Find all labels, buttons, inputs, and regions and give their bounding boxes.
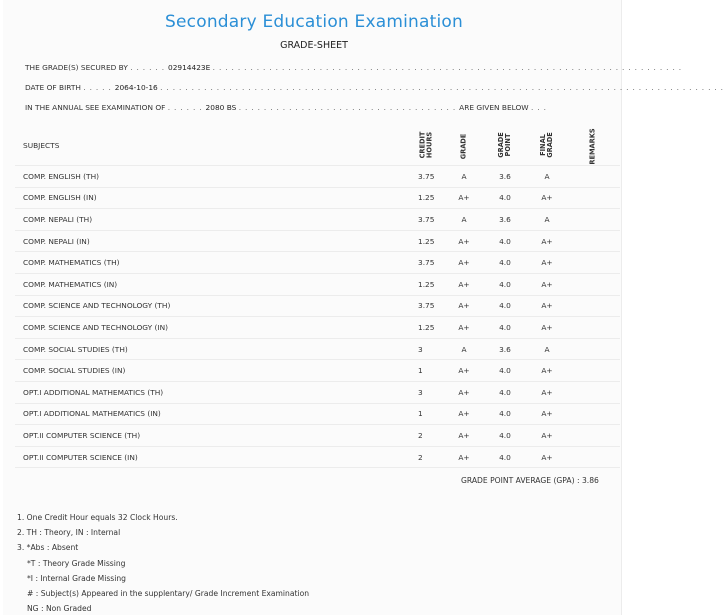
subject-cell: OPT.I ADDITIONAL MATHEMATICS (TH) xyxy=(15,381,407,403)
grade-cell: A+ xyxy=(445,425,483,447)
grade-point-cell: 4.0 xyxy=(483,403,527,425)
grades-table xyxy=(15,125,620,468)
col-header-grade-point: GRADE POINT xyxy=(483,125,527,166)
subject-cell: OPT.II COMPUTER SCIENCE (IN) xyxy=(15,446,407,468)
final-grade-cell: A+ xyxy=(527,187,567,209)
footnote: 2. TH : Theory, IN : Internal xyxy=(17,528,121,538)
remarks-cell xyxy=(567,360,620,382)
grade-sheet-heading: GRADE-SHEET xyxy=(280,40,348,51)
grade-cell: A+ xyxy=(445,403,483,425)
table-row xyxy=(15,446,620,468)
exam-suffix: ARE GIVEN BELOW xyxy=(459,103,529,112)
final-grade-cell: A xyxy=(527,338,567,360)
table-row xyxy=(15,230,620,252)
final-grade-cell: A+ xyxy=(527,273,567,295)
remarks-cell xyxy=(567,295,620,317)
credit-hours-cell: 1.25 xyxy=(407,273,445,295)
grade-point-cell: 4.0 xyxy=(483,252,527,274)
footnote: 3. *Abs : Absent xyxy=(17,543,79,553)
grade-point-cell: 3.6 xyxy=(483,338,527,360)
grade-point-cell: 4.0 xyxy=(483,317,527,339)
dob-line: DATE OF BIRTH . . . . . 2064-10-16 . . . . . . . . . . . . . . . . . . . . . . . . . . . . . . . . . . . . . . . . . . . . . . . . . . . . . . . . . . . . . . . . . . . . . . . . . . . . . . . . . . . . . . . . . . xyxy=(25,83,724,92)
credit-hours-cell: 3 xyxy=(407,338,445,360)
final-grade-cell: A xyxy=(527,166,567,188)
footnote: 1. One Credit Hour equals 32 Clock Hours. xyxy=(17,513,178,522)
subject-cell: COMP. ENGLISH (TH) xyxy=(15,166,407,188)
table-row xyxy=(15,252,620,274)
remarks-cell xyxy=(567,446,620,468)
dob-value: 2064-10-16 xyxy=(114,83,158,92)
col-header-subjects: SUBJECTS xyxy=(15,125,407,166)
gpa-summary: GRADE POINT AVERAGE (GPA) : 3.86 xyxy=(461,476,599,485)
dob-label: DATE OF BIRTH xyxy=(25,83,81,92)
remarks-cell xyxy=(567,425,620,447)
table-row xyxy=(15,338,620,360)
col-header-remarks: REMARKS xyxy=(567,125,620,166)
subject-cell: OPT.II COMPUTER SCIENCE (TH) xyxy=(15,425,407,447)
credit-hours-cell: 1 xyxy=(407,403,445,425)
credit-hours-cell: 2 xyxy=(407,446,445,468)
footnote: *I : Internal Grade Missing xyxy=(27,573,126,583)
remarks-cell xyxy=(567,403,620,425)
remarks-cell xyxy=(567,252,620,274)
grade-cell: A+ xyxy=(445,295,483,317)
final-grade-cell: A+ xyxy=(527,317,567,339)
page-title: Secondary Education Examination xyxy=(165,12,463,32)
final-grade-cell: A+ xyxy=(527,381,567,403)
grade-cell: A+ xyxy=(445,252,483,274)
table-row xyxy=(15,381,620,403)
credit-hours-cell: 3.75 xyxy=(407,166,445,188)
grade-point-cell: 4.0 xyxy=(483,446,527,468)
subject-cell: COMP. NEPALI (TH) xyxy=(15,209,407,231)
grade-cell: A xyxy=(445,209,483,231)
table-row xyxy=(15,317,620,339)
grade-cell: A xyxy=(445,166,483,188)
subject-cell: COMP. MATHEMATICS (TH) xyxy=(15,252,407,274)
table-row xyxy=(15,425,620,447)
remarks-cell xyxy=(567,317,620,339)
final-grade-cell: A+ xyxy=(527,446,567,468)
grade-point-cell: 3.6 xyxy=(483,166,527,188)
grade-point-cell: 4.0 xyxy=(483,381,527,403)
subject-cell: COMP. ENGLISH (IN) xyxy=(15,187,407,209)
subject-cell: COMP. NEPALI (IN) xyxy=(15,230,407,252)
grade-point-cell: 4.0 xyxy=(483,230,527,252)
final-grade-cell: A+ xyxy=(527,360,567,382)
grade-cell: A+ xyxy=(445,446,483,468)
remarks-cell xyxy=(567,187,620,209)
grade-cell: A+ xyxy=(445,381,483,403)
credit-hours-cell: 3.75 xyxy=(407,295,445,317)
col-header-grade: GRADE xyxy=(445,125,483,166)
footnote: NG : Non Graded xyxy=(27,604,92,614)
final-grade-cell: A+ xyxy=(527,230,567,252)
remarks-cell xyxy=(567,273,620,295)
exam-line: IN THE ANNUAL SEE EXAMINATION OF . . . . . . 2080 BS . . . . . . . . . . . . . . . . . . . . . . . . . . . . . . . . . . . ARE GIVEN BELOW . . . xyxy=(25,103,547,112)
grade-cell: A+ xyxy=(445,187,483,209)
secured-by-label: THE GRADE(S) SECURED BY xyxy=(25,63,128,72)
remarks-cell xyxy=(567,338,620,360)
subject-cell: OPT.I ADDITIONAL MATHEMATICS (IN) xyxy=(15,403,407,425)
grade-point-cell: 4.0 xyxy=(483,360,527,382)
table-row xyxy=(15,166,620,188)
table-row xyxy=(15,403,620,425)
grades-table-container xyxy=(15,125,620,468)
subject-cell: COMP. SCIENCE AND TECHNOLOGY (IN) xyxy=(15,317,407,339)
credit-hours-cell: 1 xyxy=(407,360,445,382)
remarks-cell xyxy=(567,166,620,188)
remarks-cell xyxy=(567,381,620,403)
credit-hours-cell: 1.25 xyxy=(407,230,445,252)
table-row xyxy=(15,273,620,295)
remarks-cell xyxy=(567,230,620,252)
grade-point-cell: 3.6 xyxy=(483,209,527,231)
footnote: *T : Theory Grade Missing xyxy=(27,558,126,568)
grade-cell: A+ xyxy=(445,317,483,339)
table-header-row xyxy=(15,125,620,166)
table-row xyxy=(15,187,620,209)
grade-cell: A+ xyxy=(445,273,483,295)
footnotes xyxy=(17,510,309,616)
grade-point-cell: 4.0 xyxy=(483,187,527,209)
col-header-final-grade: FINAL GRADE xyxy=(527,125,567,166)
exam-label: IN THE ANNUAL SEE EXAMINATION OF xyxy=(25,103,166,112)
final-grade-cell: A+ xyxy=(527,425,567,447)
table-row xyxy=(15,360,620,382)
secured-by-line: THE GRADE(S) SECURED BY . . . . . . 02914423E . . . . . . . . . . . . . . . . . . . . . . . . . . . . . . . . . . . . . . . . . . . . . . . . . . . . . . . . . . . . . . . . . . . . . . . . . . . xyxy=(25,63,682,72)
grade-cell: A+ xyxy=(445,360,483,382)
credit-hours-cell: 3 xyxy=(407,381,445,403)
col-header-credit-hours: CREDIT HOURS xyxy=(407,125,445,166)
table-row xyxy=(15,209,620,231)
remarks-cell xyxy=(567,209,620,231)
footnote: # : Subject(s) Appeared in the supplentary/ Grade Increment Examination xyxy=(27,588,310,598)
credit-hours-cell: 2 xyxy=(407,425,445,447)
grade-cell: A xyxy=(445,338,483,360)
credit-hours-cell: 3.75 xyxy=(407,252,445,274)
final-grade-cell: A xyxy=(527,209,567,231)
subject-cell: COMP. SOCIAL STUDIES (TH) xyxy=(15,338,407,360)
final-grade-cell: A+ xyxy=(527,252,567,274)
subject-cell: COMP. SOCIAL STUDIES (IN) xyxy=(15,360,407,382)
final-grade-cell: A+ xyxy=(527,295,567,317)
subject-cell: COMP. MATHEMATICS (IN) xyxy=(15,273,407,295)
credit-hours-cell: 1.25 xyxy=(407,317,445,339)
grade-point-cell: 4.0 xyxy=(483,273,527,295)
grade-cell: A+ xyxy=(445,230,483,252)
credit-hours-cell: 1.25 xyxy=(407,187,445,209)
exam-year: 2080 BS xyxy=(205,103,237,112)
subject-cell: COMP. SCIENCE AND TECHNOLOGY (TH) xyxy=(15,295,407,317)
grade-point-cell: 4.0 xyxy=(483,425,527,447)
grade-point-cell: 4.0 xyxy=(483,295,527,317)
table-row xyxy=(15,295,620,317)
credit-hours-cell: 3.75 xyxy=(407,209,445,231)
final-grade-cell: A+ xyxy=(527,403,567,425)
symbol-number: 02914423E xyxy=(168,63,211,72)
